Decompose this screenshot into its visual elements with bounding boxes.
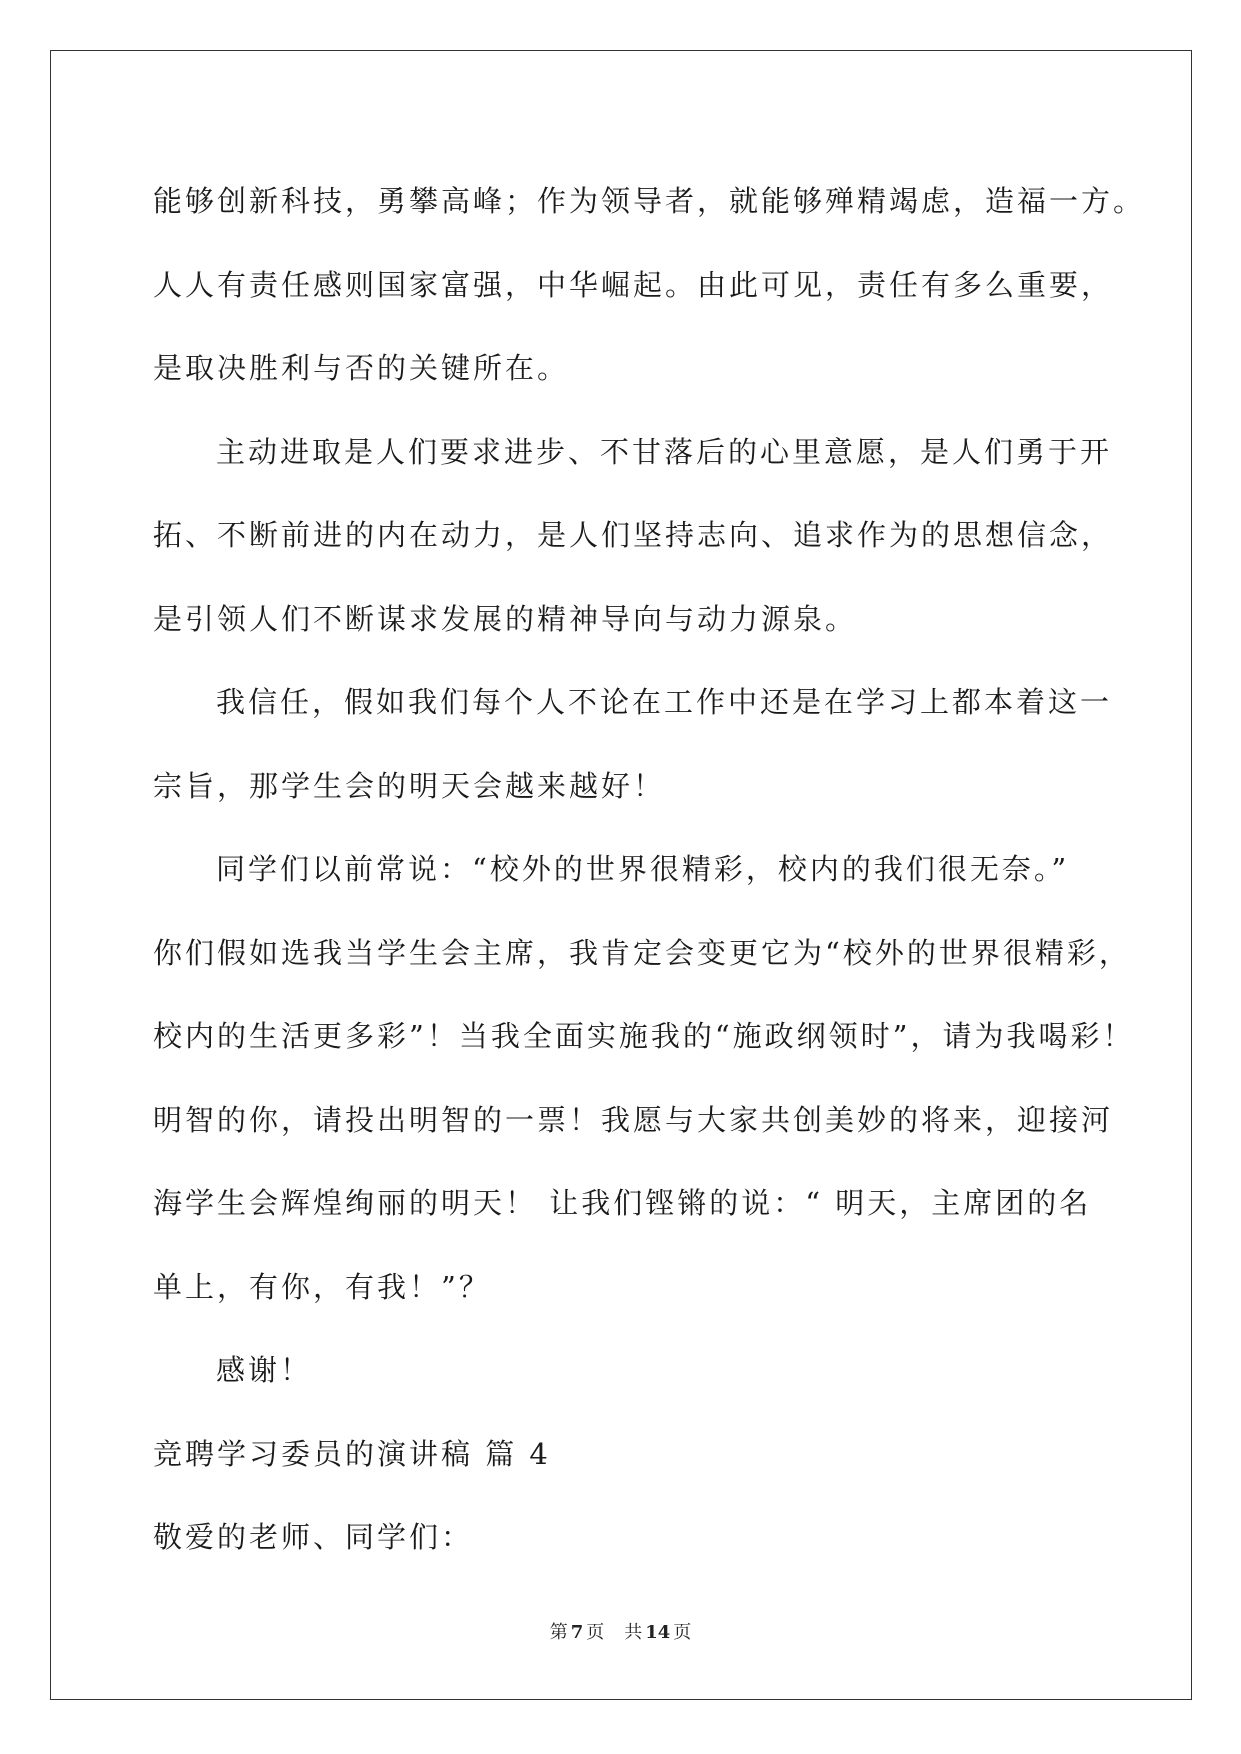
total-suffix: 页: [673, 1622, 692, 1643]
paragraph-start: 我信任，假如我们每个人不论在工作中还是在学习上都本着这一: [216, 685, 1113, 719]
page-current: 7: [570, 1622, 584, 1643]
text-line: 你们假如选我当学生会主席，我肯定会变更它为“校外的世界很精彩，: [153, 935, 1131, 970]
text-line: 宗旨，那学生会的明天会越来越好！: [153, 768, 666, 803]
paragraph-start: 主动进取是人们要求进步、不甘落后的心里意愿，是人们勇于开: [216, 434, 1113, 469]
salutation: 敬爱的老师、同学们：: [153, 1520, 474, 1554]
text-line: 明智的你，请投出明智的一票！我愿与大家共创美妙的将来，迎接河: [153, 1102, 1114, 1137]
text-line: 是引领人们不断谋求发展的精神导向与动力源泉。: [153, 601, 858, 636]
text-line: 是取决胜利与否的关键所在。: [153, 351, 570, 385]
page-suffix: 页: [586, 1622, 605, 1643]
text-line: 人人有责任感则国家富强，中华崛起。由此可见，责任有多么重要，: [153, 267, 1114, 302]
text-line: 海学生会辉煌绚丽的明天！ 让我们铿锵的说：“ 明天，主席团的名: [153, 1186, 1092, 1220]
section-heading: 竞聘学习委员的演讲稿 篇 4: [153, 1436, 551, 1471]
page-footer: [0, 1618, 1241, 1644]
paragraph-start: 同学们以前常说：“校外的世界很精彩，校内的我们很无奈。”: [216, 852, 1070, 886]
text-line: 拓、不断前进的内在动力，是人们坚持志向、追求作为的思想信念，: [153, 518, 1114, 552]
closing-thanks: 感谢！: [216, 1353, 313, 1387]
text-line: 单上，有你，有我！”？: [153, 1269, 491, 1304]
page-total: 14: [645, 1622, 671, 1643]
page-prefix: 第: [549, 1622, 568, 1643]
document-body: [153, 160, 1146, 1580]
total-prefix: 共: [624, 1622, 643, 1643]
text-line: 能够创新科技，勇攀高峰；作为领导者，就能够殚精竭虑，造福一方。: [153, 184, 1146, 218]
text-line: 校内的生活更多彩”！当我全面实施我的“施政纲领时”，请为我喝彩！: [153, 1019, 1135, 1053]
